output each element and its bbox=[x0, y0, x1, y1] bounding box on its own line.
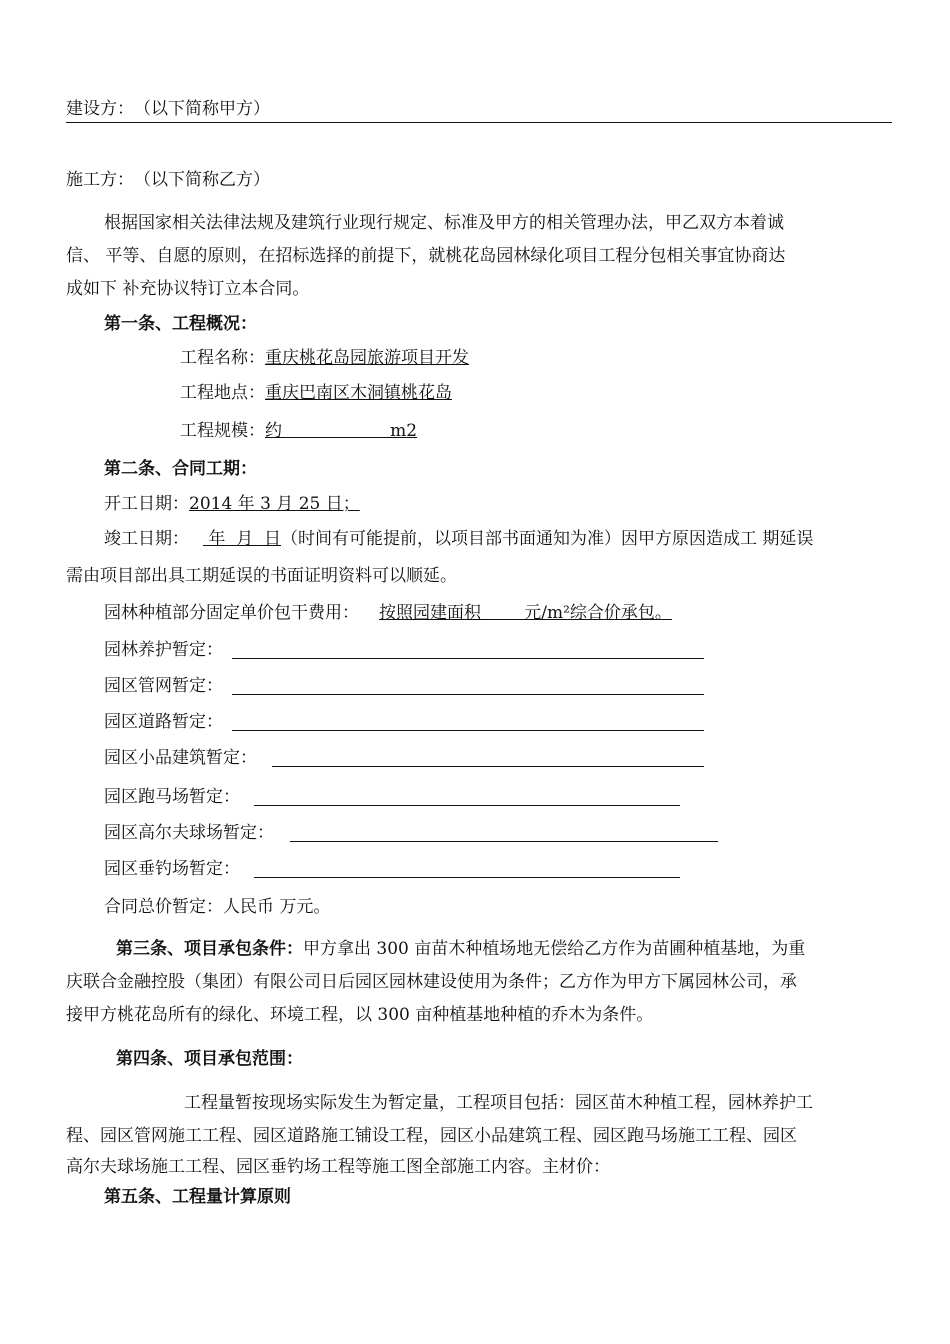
blank-line bbox=[290, 840, 718, 842]
project-name-label: 工程名称： bbox=[180, 348, 265, 368]
intro-line-1: 根据国家相关法律法规及建筑行业现行规定、标准及甲方的相关管理办法，甲乙双方本着诚 bbox=[104, 213, 784, 233]
article3-line-3: 接甲方桃花岛所有的绿化、环境工程，以 300 亩种植基地种植的乔木为条件。 bbox=[66, 1005, 654, 1025]
start-date-row bbox=[104, 493, 360, 515]
fixed-price-value: 按照园建面积 元/m²综合价承包。 bbox=[379, 603, 672, 623]
fixed-price-label: 园林种植部分固定单价包干费用： bbox=[104, 603, 359, 623]
start-date-value: 2014 年 3 月 25 日； bbox=[189, 494, 360, 514]
item-road: 园区道路暂定： bbox=[104, 712, 223, 732]
project-place-row bbox=[180, 382, 452, 404]
article4-title: 第四条、项目承包范围： bbox=[116, 1049, 303, 1069]
party-b-line: 施工方： （以下简称乙方） bbox=[66, 170, 270, 190]
end-date-row bbox=[104, 528, 813, 550]
item-golf-course: 园区高尔夫球场暂定： bbox=[104, 823, 274, 843]
article4-line-1: 工程量暂按现场实际发生为暂定量，工程项目包括：园区苗木种植工程，园林养护工 bbox=[184, 1093, 813, 1113]
blank-line bbox=[254, 876, 680, 878]
item-pipe-network: 园区管网暂定： bbox=[104, 676, 223, 696]
article5-title: 第五条、工程量计算原则 bbox=[104, 1187, 291, 1207]
project-place-label: 工程地点： bbox=[180, 383, 265, 403]
intro-line-3: 成如下 补充协议特订立本合同。 bbox=[66, 279, 310, 299]
blank-line bbox=[272, 765, 704, 767]
project-place-value: 重庆巴南区木洞镇桃花岛 bbox=[265, 383, 452, 403]
article3-line-1 bbox=[116, 938, 805, 960]
article1-title: 第一条、工程概况： bbox=[104, 314, 257, 334]
project-scale-row bbox=[180, 420, 417, 442]
end-date-note: （时间有可能提前，以项目部书面通知为准）因甲方原因造成工 期延误 bbox=[281, 529, 814, 549]
party-a-line: 建设方： （以下简称甲方） bbox=[66, 99, 270, 119]
fixed-price-row bbox=[104, 602, 672, 624]
start-date-label: 开工日期： bbox=[104, 494, 189, 514]
article3-text-1: 甲方拿出 300 亩苗木种植场地无偿给乙方作为苗圃种植基地，为重 bbox=[303, 939, 806, 959]
end-date-value: 年 月 日 bbox=[203, 529, 282, 549]
project-name-row bbox=[180, 347, 469, 369]
end-date-label: 竣工日期： bbox=[104, 529, 189, 549]
blank-line bbox=[254, 804, 680, 806]
article2-title: 第二条、合同工期： bbox=[104, 459, 257, 479]
total-price: 合同总价暂定：人民币 万元。 bbox=[104, 897, 331, 917]
item-fishing-area: 园区垂钓场暂定： bbox=[104, 859, 240, 879]
blank-line bbox=[232, 729, 704, 731]
article3-title: 第三条、项目承包条件： bbox=[116, 939, 303, 959]
article4-line-2: 程、园区管网施工工程、园区道路施工铺设工程，园区小品建筑工程、园区跑马场施工工程、园区 bbox=[66, 1126, 797, 1146]
article3-line-2: 庆联合金融控股（集团）有限公司日后园区园林建设使用为条件；乙方作为甲方下属园林公司，承 bbox=[66, 972, 797, 992]
item-racecourse: 园区跑马场暂定： bbox=[104, 787, 240, 807]
blank-line bbox=[232, 693, 704, 695]
article4-line-3: 高尔夫球场施工工程、园区垂钓场工程等施工图全部施工内容。主材价： bbox=[66, 1157, 610, 1177]
project-name-value: 重庆桃花岛园旅游项目开发 bbox=[265, 348, 469, 368]
item-landscape-maintenance: 园林养护暂定： bbox=[104, 640, 223, 660]
end-date-note-2: 需由项目部出具工期延误的书面证明资料可以顺延。 bbox=[66, 566, 457, 586]
item-small-building: 园区小品建筑暂定： bbox=[104, 748, 257, 768]
blank-line bbox=[232, 657, 704, 659]
header-rule bbox=[66, 122, 892, 123]
project-scale-label: 工程规模： bbox=[180, 421, 265, 441]
intro-line-2: 信、 平等、自愿的原则，在招标选择的前提下，就桃花岛园林绿化项目工程分包相关事宜协商达 bbox=[66, 246, 786, 266]
project-scale-value: 约 m2 bbox=[265, 421, 418, 441]
